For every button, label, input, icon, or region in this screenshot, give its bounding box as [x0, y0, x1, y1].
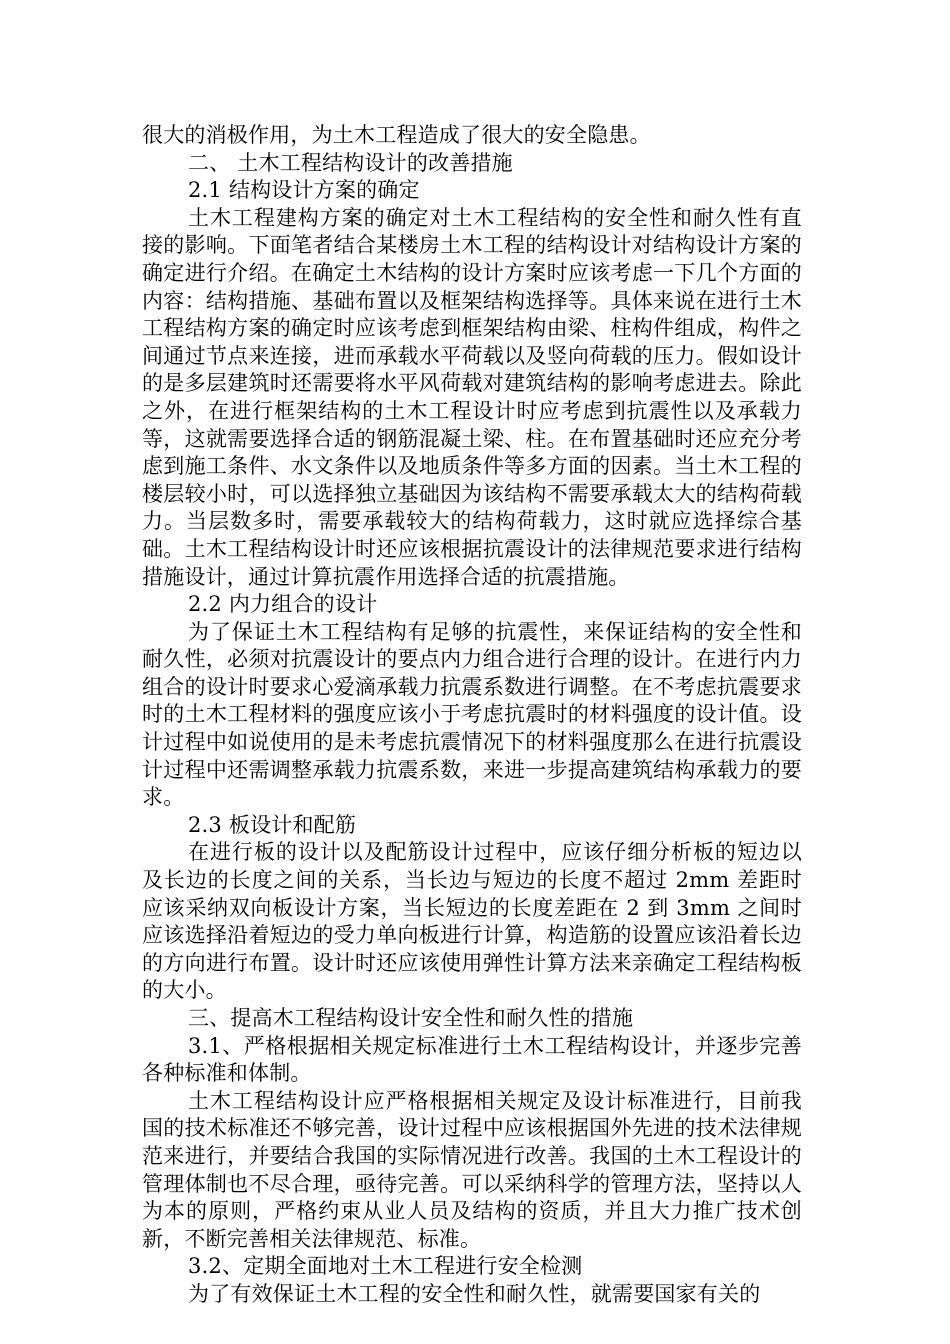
- subsection-heading: 3.2、定期全面地对土木工程进行安全检测: [188, 1254, 583, 1279]
- body-paragraph: 3.1、严格根据相关规定标准进行土木工程结构设计，并逐步完善各种标准和体制。: [142, 1033, 802, 1086]
- document-body: [142, 122, 802, 1309]
- body-paragraph: 土木工程建构方案的确定对土木工程结构的安全性和耐久性有直接的影响。下面笔者结合某楼房土木工程的结构设计对结构设计方案的确定进行介绍。在确定土木结构的设计方案时应该考虑一下几个方面的内容：结构措施、基础布置以及框架结构选择等。具体来说在进行土木工程结构方案的确定时应该考虑到框架结构由梁、柱构件组成，构件之间通过节点来连接，进而承载水平荷载以及竖向荷载的压力。假如设计的是多层建筑时还需要将水平风荷载对建筑结构的影响考虑进去。除此之外，在进行框架结构的土木工程设计时应考虑到抗震性以及承载力等，这就需要选择合适的钢筋混凝土梁、柱。在布置基础时还应充分考虑到施工条件、水文条件以及地质条件等多方面的因素。当土木工程的楼层较小时，可以选择独立基础因为该结构不需要承载太大的结构荷载力。当层数多时，需要承载较大的结构荷载力，这时就应选择综合基础。土木工程结构设计时还应该根据抗震设计的法律规范要求进行结构措施设计，通过计算抗震作用选择合适的抗震措施。: [142, 205, 802, 589]
- section-heading: 三、提高木工程结构设计安全性和耐久性的措施: [188, 1006, 634, 1030]
- section-heading: 二、 土木工程结构设计的改善措施: [188, 150, 513, 175]
- subsection-heading: 2.1 结构设计方案的确定: [188, 178, 420, 203]
- body-paragraph: 很大的消极作用，为土木工程造成了很大的安全隐患。: [142, 123, 651, 147]
- body-paragraph: 土木工程结构设计应严格根据相关规定及设计标准进行，目前我国的技术标准还不够完善，设计过程中应该根据国外先进的技术法律规范来进行，并要结合我国的实际情况进行改善。我国的土木工程设计的管理体制也不尽合理，亟待完善。可以采纳科学的管理方法，坚持以人为本的原则，严格约束从业人员及结构的资质，并且大力推广技术创新，不断完善相关法律规范、标准。: [142, 1088, 802, 1251]
- subsection-heading: 2.3 板设计和配筋: [188, 812, 357, 837]
- body-paragraph: 为了保证土木工程结构有足够的抗震性，来保证结构的安全性和耐久性，必须对抗震设计的要点内力组合进行合理的设计。在进行内力组合的设计时要求心爱滴承载力抗震系数进行调整。在不考虑抗震要求时的土木工程材料的强度应该小于考虑抗震时的材料强度的设计值。设计过程中如说使用的是未考虑抗震情况下的材料强度那么在进行抗震设计过程中还需调整承载力抗震系数，来进一步提高建筑结构承载力的要求。: [142, 619, 802, 810]
- body-paragraph: 为了有效保证土木工程的安全性和耐久性，就需要国家有关的: [188, 1281, 761, 1306]
- body-paragraph: 在进行板的设计以及配筋设计过程中，应该仔细分析板的短边以及长边的长度之间的关系，当长边与短边的长度不超过 2mm 差距时应该采纳双向板设计方案，当长短边的长度差距在 2 到 3mm 之间时应该选择沿着短边的受力单向板进行计算，构造筋的设置应该沿着长边的方向进行布置。设计时还应该使用弹性计算方法来亲确定工程结构板的大小。: [142, 840, 802, 1003]
- subsection-heading: 2.2 内力组合的设计: [188, 592, 378, 617]
